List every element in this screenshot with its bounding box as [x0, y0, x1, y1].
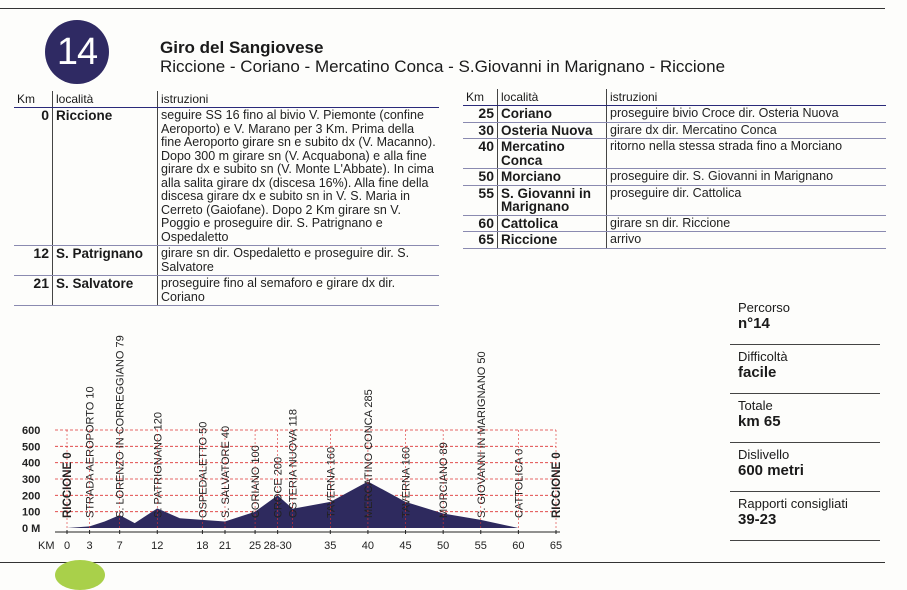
station-label: OSTERIA NUOVA 118 [287, 408, 300, 518]
stop-km: 65 [463, 232, 498, 249]
route-subtitle: Riccione - Coriano - Mercatino Conca - S.Giovanni in Marignano - Riccione [160, 57, 726, 76]
station-label: S. LORENZO IN CORREGGIANO 79 [114, 335, 127, 518]
col-location: località [498, 89, 607, 106]
station-label: S. SALVATORE 40 [219, 425, 232, 518]
station-label: MORCIANO 89 [438, 442, 451, 518]
x-tick-label: 60 [512, 540, 525, 552]
stop-km: 60 [463, 215, 498, 232]
stop-location: Riccione [53, 108, 158, 246]
bottom-rule [0, 562, 885, 563]
stop-km: 0 [14, 108, 53, 246]
stop-location: S. Giovanni in Marignano [498, 185, 607, 215]
station-label: RICCIONE 0 [551, 452, 563, 518]
stop-instructions: proseguire dir. S. Giovanni in Marignano [607, 169, 887, 186]
stop-location: S. Patrignano [53, 246, 158, 276]
x-tick-label: 65 [549, 540, 563, 552]
y-tick-label: 500 [22, 441, 41, 454]
x-tick-label: 40 [361, 540, 375, 552]
stop-location: Mercatino Conca [498, 139, 607, 169]
x-tick-label: 21 [218, 540, 232, 552]
stop-instructions: proseguire bivio Croce dir. Osteria Nuova [607, 106, 887, 123]
route-number: 14 [56, 30, 98, 73]
stop-km: 55 [463, 185, 498, 215]
stop-instructions: girare dx dir. Mercatino Conca [607, 122, 887, 139]
col-instructions: istruzioni [607, 89, 887, 106]
station-label: TAVERNA 160 [400, 446, 413, 518]
stop-instructions: seguire SS 16 fino al bivio V. Piemonte (confine Aeroporto) e V. Marano per 3 Km. Prima della fine Aeroporto girare sn e subito dx (V. Macanno). Dopo 300 m girare sn (V. Acquabona) e alla fine girare dx e subito sn (V. Monte L'Abbate). In cima alla salita girare dx (discesa 16%). Alla fine della discesa girare dx e subito sn in V. S. Maria in Cerreto (Gaiofane). Dopo 2 Km girare sn V. Poggio e proseguire dir. S. Patrignano e Ospedaletto [158, 108, 440, 246]
station-label: CROCE 200 [272, 456, 285, 518]
info-value: 39-23 [738, 511, 777, 528]
col-km: Km [463, 89, 498, 106]
x-tick-label: 0 [63, 540, 71, 552]
station-label: S. PATRIGNANO 120 [152, 412, 165, 518]
station-label: CORIANO 100 [250, 445, 263, 518]
col-instructions: istruzioni [158, 91, 440, 108]
stop-km: 30 [463, 122, 498, 139]
col-km: Km [14, 91, 53, 108]
info-value: km 65 [738, 413, 781, 430]
station-label: RICCIONE 0 [62, 452, 74, 518]
station-label: TAVERNA 160 [325, 446, 338, 518]
col-location: località [53, 91, 158, 108]
stop-instructions: girare sn dir. Ospedaletto e proseguire dir. S. Salvatore [158, 246, 440, 276]
next-route-badge-partial [55, 560, 105, 590]
x-tick-label: 55 [474, 540, 487, 552]
stop-km: 21 [14, 276, 53, 306]
y-tick-label: 100 [22, 506, 41, 519]
y-tick-label: 400 [22, 457, 41, 470]
station-label: S. GIOVANNI IN MARIGNANO 50 [475, 351, 488, 518]
stop-location: S. Salvatore [53, 276, 158, 306]
stop-km: 40 [463, 139, 498, 169]
info-label: Percorso [738, 300, 791, 315]
station-label: STRADA AEROPORTO 10 [84, 386, 97, 518]
stop-instructions: proseguire fino al semaforo e girare dx dir. Coriano [158, 276, 440, 306]
y-tick-label: 600 [22, 425, 41, 437]
info-label: Dislivello [738, 447, 790, 462]
info-label: Difficoltà [738, 349, 788, 364]
x-tick-label: 28-30 [263, 540, 292, 552]
info-value: 600 metri [738, 462, 804, 479]
stop-km: 50 [463, 169, 498, 186]
x-tick-label: 45 [399, 540, 412, 552]
x-axis-label: KM [38, 540, 55, 552]
x-tick-label: 25 [248, 540, 262, 552]
y-tick-label: 0 M [22, 523, 41, 535]
info-label: Rapporti consigliati [738, 496, 848, 511]
stop-location: Riccione [498, 232, 607, 249]
stop-location: Morciano [498, 169, 607, 186]
stop-instructions: girare sn dir. Riccione [607, 215, 887, 232]
route-title: Giro del Sangiovese [160, 38, 324, 57]
info-label: Totale [738, 398, 773, 413]
info-value: n°14 [738, 315, 770, 332]
y-tick-label: 300 [22, 474, 41, 486]
station-label: OSPEDALETTO 50 [197, 421, 210, 518]
stop-instructions: proseguire dir. Cattolica [607, 185, 887, 215]
y-tick-label: 200 [22, 490, 41, 503]
x-tick-label: 7 [116, 540, 123, 552]
x-tick-label: 50 [437, 540, 450, 552]
stop-location: Osteria Nuova [498, 122, 607, 139]
station-label: CATTOLICA 0 [513, 448, 526, 518]
station-label: MERCATINO CONCA 285 [362, 389, 375, 518]
x-tick-label: 35 [324, 540, 337, 552]
x-tick-label: 3 [86, 540, 93, 552]
stop-location: Coriano [498, 106, 607, 123]
stop-km: 25 [463, 106, 498, 123]
x-tick-label: 12 [151, 540, 164, 552]
stop-km: 12 [14, 246, 53, 276]
stop-instructions: ritorno nella stessa strada fino a Morciano [607, 139, 887, 169]
x-tick-label: 18 [196, 540, 209, 552]
info-value: facile [738, 364, 777, 381]
stop-instructions: arrivo [607, 232, 887, 249]
stop-location: Cattolica [498, 215, 607, 232]
